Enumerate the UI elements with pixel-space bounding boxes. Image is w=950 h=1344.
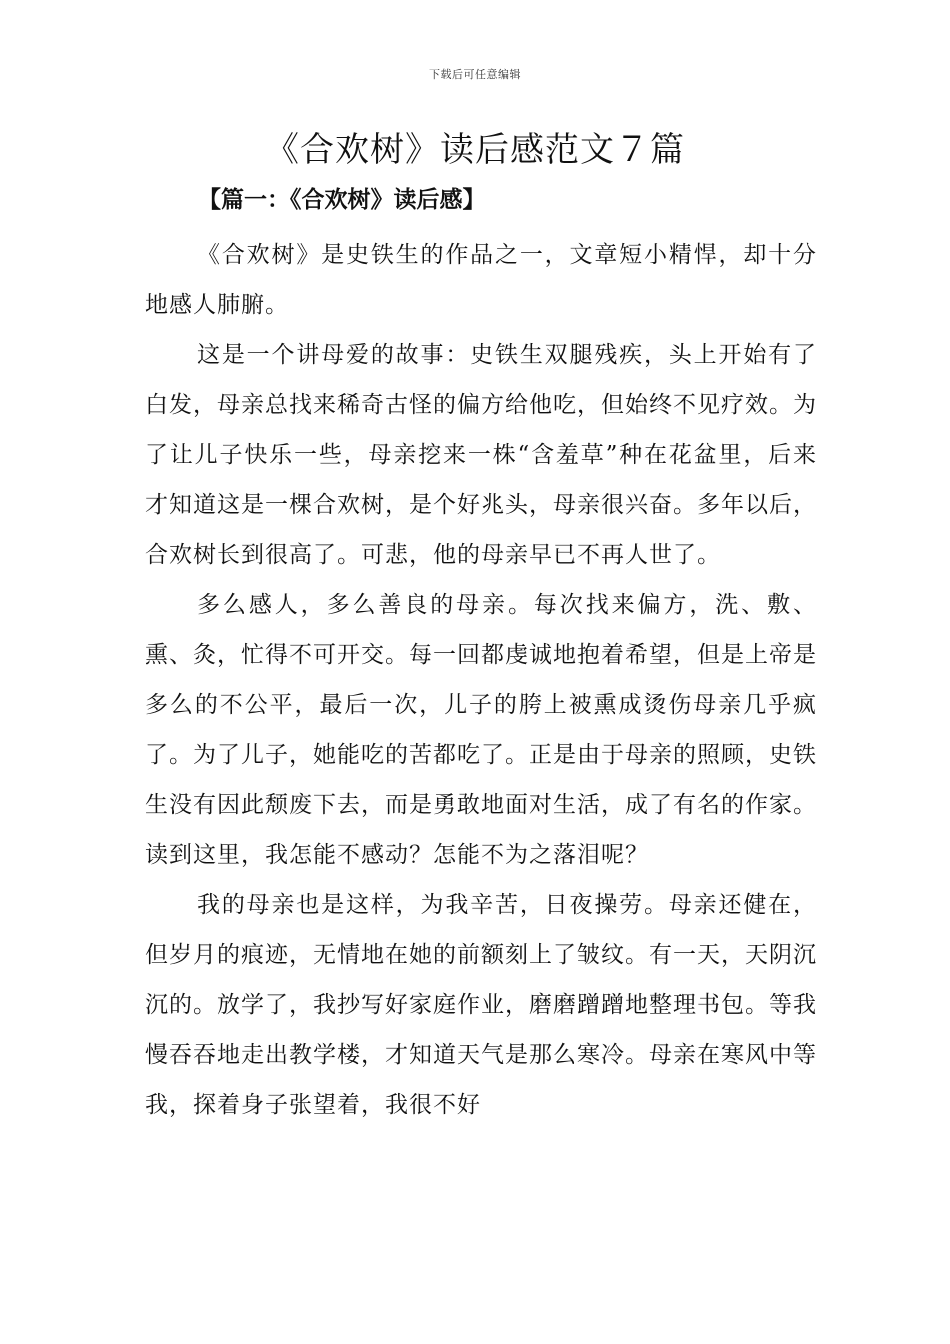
paragraph: 我的母亲也是这样，为我辛苦，日夜操劳。母亲还健在，但岁月的痕迹，无情地在她的前额刻上了皱纹。有一天，天阴沉沉的。放学了，我抄写好家庭作业，磨磨蹭蹭地整理书包。等我慢吞吞地走出教学楼，才知道天气是那么寒冷。母亲在寒风中等我，探着身子张望着，我很不好 (145, 892, 817, 1118)
header-note: 下载后可任意编辑 (429, 68, 521, 81)
paragraph: 这是一个讲母爱的故事：史铁生双腿残疾，头上开始有了白发，母亲总找来稀奇古怪的偏方给他吃，但始终不见疗效。为了让儿子快乐一些，母亲挖来一株“含羞草”种在花盆里，后来才知道这是一棵合欢树，是个好兆头，母亲很兴奋。多年以后，合欢树长到很高了。可悲，他的母亲早已不再人世了。 (145, 342, 817, 568)
body-text (145, 230, 817, 1130)
section-heading: 【篇一：《合欢树》读后感】 (198, 186, 486, 213)
paragraph: 多么感人，多么善良的母亲。每次找来偏方，洗、敷、熏、灸，忙得不可开交。每一回都虔诚地抱着希望，但是上帝是多么的不公平，最后一次，儿子的胯上被熏成烫伤母亲几乎疯了。为了儿子，她能吃的苦都吃了。正是由于母亲的照顾，史铁生没有因此颓废下去，而是勇敢地面对生活，成了有名的作家。读到这里，我怎能不感动？怎能不为之落泪呢？ (145, 592, 817, 868)
document-title: 《合欢树》读后感范文７篇 (265, 130, 685, 170)
paragraph: 《合欢树》是史铁生的作品之一，文章短小精悍，却十分地感人肺腑。 (145, 242, 817, 318)
